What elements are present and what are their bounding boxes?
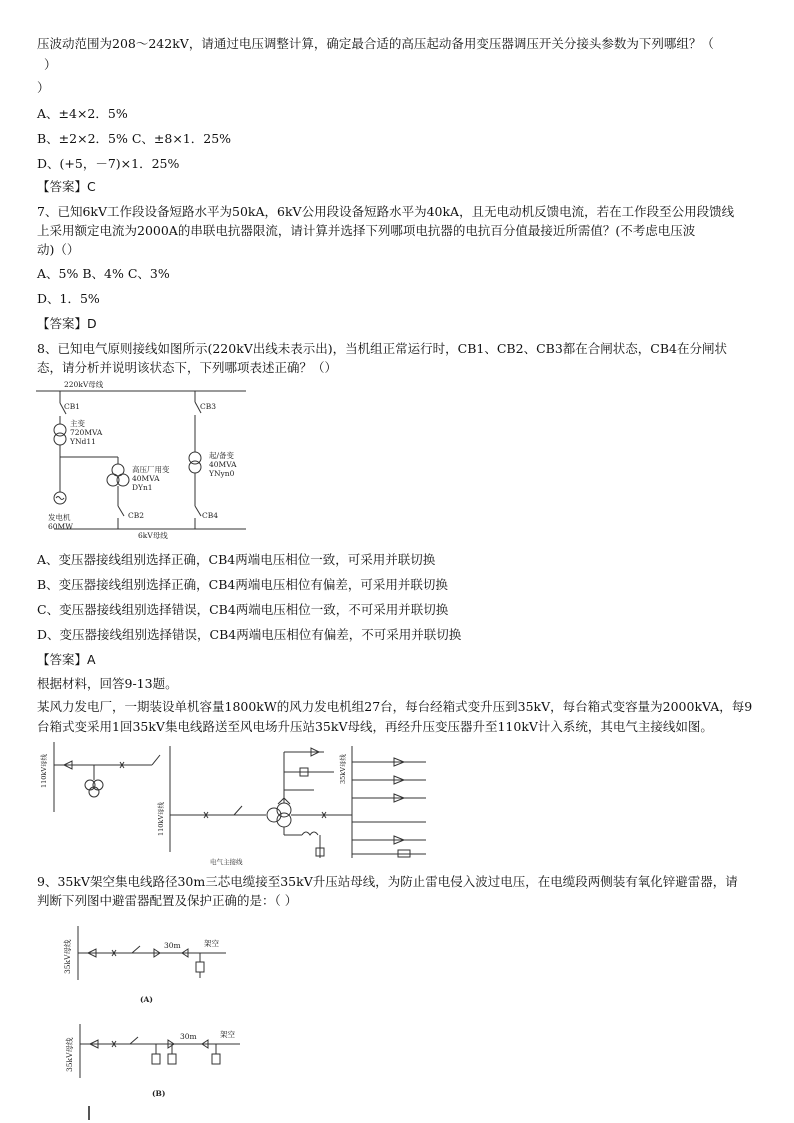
q6-option-bc: B、±2×2．5% C、±8×1．25% — [37, 131, 232, 146]
bus-6kv-label: 6kV母线 — [138, 531, 168, 540]
main-wiring-caption: 电气主接线 — [210, 858, 243, 866]
q7-answer: 【答案】D — [37, 316, 97, 331]
page-edge-mark — [88, 1106, 90, 1120]
material-intro: 根据材料，回答9-13题。 — [37, 676, 178, 691]
bus-110kv-label: 110kV母线 — [40, 753, 48, 788]
cb4-label: CB4 — [202, 511, 219, 520]
q8-option-a: A、变压器接线组别选择正确，CB4两端电压相位一致，可采用并联切换 — [37, 552, 436, 567]
stb-tr-cap: 40MVA — [209, 460, 237, 469]
gen-name: 发电机 — [48, 513, 71, 522]
cb3-label: CB3 — [200, 402, 217, 411]
q7-option-d: D、1．5% — [37, 291, 100, 306]
stb-tr-name: 起/备变 — [209, 451, 235, 460]
q6-option-a: A、±4×2．5% — [37, 106, 128, 121]
q8-answer: 【答案】A — [37, 652, 96, 667]
q9-figure-b — [60, 1018, 260, 1104]
aux-tr-name: 高压厂用变 — [132, 465, 170, 474]
main-tr-group: YNd11 — [70, 437, 96, 446]
q8-diagram — [34, 378, 264, 540]
q9-figure-a — [56, 920, 246, 1010]
q9b-overhead-label: 架空 — [220, 1030, 235, 1039]
q7-stem-line1: 7、已知6kV工作段设备短路水平为50kA，6kV公用段设备短路水平为40kA，且无电动机反馈电流，若在工作段至公用段馈线 — [37, 204, 735, 219]
q7-stem-line3: 动)（） — [37, 242, 80, 257]
q9a-overhead-label: 架空 — [204, 939, 219, 948]
q6-stem-line3: ） — [37, 80, 50, 95]
q8-stem-line1: 8、已知电气原则接线如图所示(220kV出线未表示出)，当机组正常运行时，CB1、CB2、CB3都在合闸状态，CB4在分闸状 — [37, 341, 727, 356]
bus-35kv-label: 35kV母线 — [339, 754, 347, 784]
q6-stem-line2: ） — [44, 57, 57, 72]
q9-stem-line1: 9、35kV架空集电线路径30m三芯电缆接至35kV升压站母线，为防止雷电侵入波过电压，在电缆段两侧装有氧化锌避雷器，请 — [37, 874, 738, 889]
q6-option-d: D、(+5，－7)×1．25% — [37, 156, 180, 171]
q6-answer: 【答案】C — [37, 179, 96, 194]
q9b-caption: (B) — [152, 1089, 166, 1098]
q9a-caption: (A) — [140, 995, 153, 1004]
gen-cap: 60MW — [48, 522, 73, 531]
stb-tr-group: YNyn0 — [209, 469, 235, 478]
q8-option-d: D、变压器接线组别选择错误，CB4两端电压相位有偏差，不可采用并联切换 — [37, 627, 462, 642]
cb2-label: CB2 — [128, 511, 145, 520]
q6-stem-line1: 压波动范围为208～242kV，请通过电压调整计算，确定最合适的高压起动备用变压器调压开关分接头参数为下列哪组？（ — [37, 36, 714, 51]
main-tr-name: 主变 — [70, 419, 85, 428]
q9a-length-label: 30m — [164, 941, 181, 950]
q9b-length-label: 30m — [180, 1032, 197, 1041]
q9b-bus-label: 35kV母线 — [65, 1037, 74, 1072]
q8-option-b: B、变压器接线组别选择正确，CB4两端电压相位有偏差，可采用并联切换 — [37, 577, 448, 592]
cb1-label: CB1 — [64, 402, 81, 411]
material-text-line2: 台箱式变采用1回35kV集电线路送至风电场升压站35kV母线，再经升压变压器升至110kV计入系统，其电气主接线如图。 — [37, 719, 713, 734]
material-text-line1: 某风力发电厂，一期装设单机容量1800kW的风力发电机组27台，每台经箱式变升压到35kV，每台箱式变容量为2000kVA，每9 — [37, 699, 753, 714]
main-tr-cap: 720MVA — [70, 428, 103, 437]
aux-tr-group: DYn1 — [132, 483, 153, 492]
aux-tr-cap: 40MVA — [132, 474, 160, 483]
q8-stem-line2: 态，请分析并说明该状态下，下列哪项表述正确？（） — [37, 360, 338, 375]
q7-option-abc: A、5% B、4% C、3% — [37, 266, 170, 281]
q7-stem-line2: 上采用额定电流为2000A的串联电抗器限流，请计算并选择下列哪项电抗器的电抗百分值最接近所需值？(不考虑电压波 — [37, 223, 696, 238]
q9a-bus-label: 35kV母线 — [63, 939, 72, 974]
q9-stem-line2: 判断下列图中避雷器配置及保护正确的是：（ ） — [37, 893, 298, 908]
bus-220kv-label: 220kV母线 — [64, 380, 104, 389]
q8-option-c: C、变压器接线组别选择错误，CB4两端电压相位一致，不可采用并联切换 — [37, 602, 449, 617]
bus-110kv-label-b: 110kV母线 — [157, 801, 165, 836]
main-wiring-diagram — [34, 740, 444, 868]
